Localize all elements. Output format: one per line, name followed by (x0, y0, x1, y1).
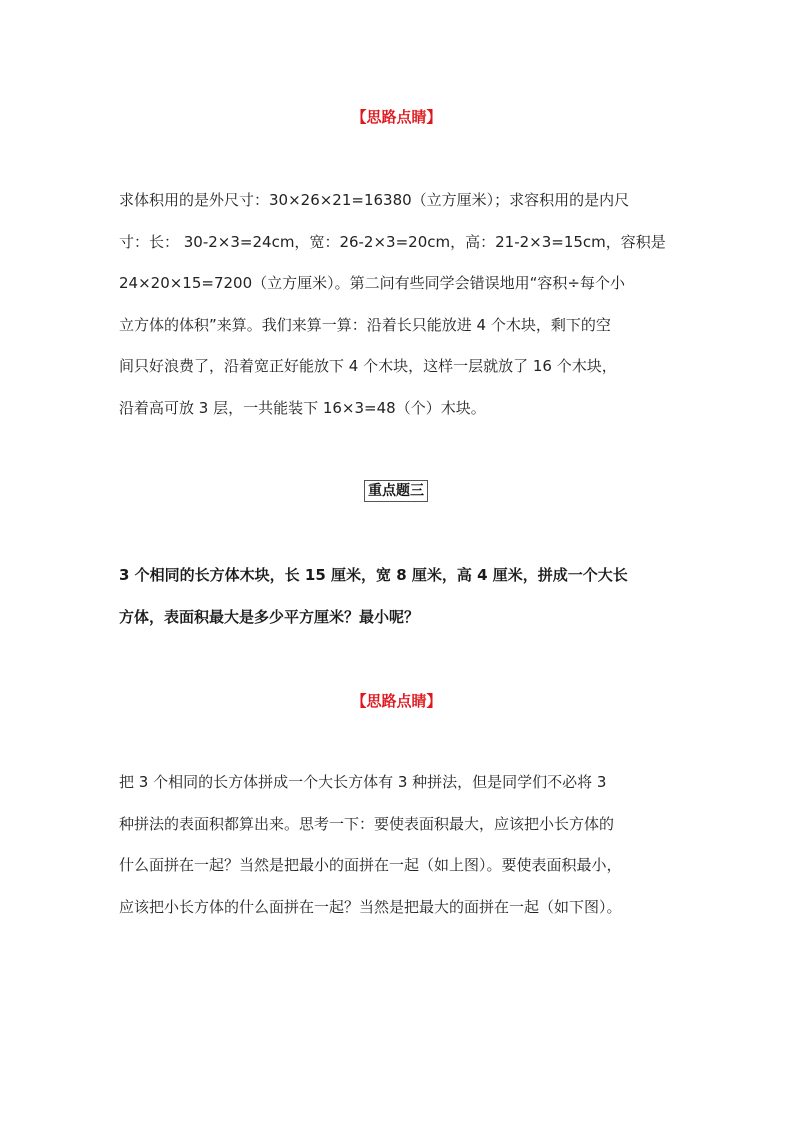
paragraph-line: 应该把小长方体的什么面拼在一起？当然是把最大的面拼在一起（如下图）。 (119, 897, 622, 916)
section-heading-thinking-1: 【思路点睛】 (351, 108, 442, 126)
paragraph-line: 求体积用的是外尺寸：30×26×21=16380（立方厘米）；求容积用的是内尺 (119, 191, 630, 209)
paragraph-line: 24×20×15=7200（立方厘米）。第二问有些同学会错误地用“容积÷每个小 (119, 274, 625, 292)
paragraph-line: 种拼法的表面积都算出来。思考一下：要使表面积最大，应该把小长方体的 (119, 814, 615, 833)
solution-paragraph-2 (119, 762, 675, 928)
solution-paragraph-1 (119, 180, 675, 429)
problem-question (119, 555, 675, 638)
problem-title-box: 重点题三 (364, 480, 428, 502)
question-line: 3 个相同的长方体木块，长 15 厘米，宽 8 厘米，高 4 厘米，拼成一个大长 (119, 566, 628, 584)
paragraph-line: 立方体的体积”来算。我们来算一算：沿着长只能放进 4 个木块，剩下的空 (119, 315, 611, 334)
paragraph-line: 什么面拼在一起？当然是把最小的面拼在一起（如上图）。要使表面积最小， (119, 856, 622, 874)
section-heading-thinking-2: 【思路点睛】 (351, 692, 442, 710)
paragraph-line: 间只好浪费了，沿着宽正好能放下 4 个木块，这样一层就放了 16 个木块， (119, 357, 617, 375)
paragraph-line: 寸：长： 30-2×3=24cm，宽：26-2×3=20cm，高：21-2×3=15cm，容积是 (119, 232, 666, 251)
paragraph-line: 把 3 个相同的长方体拼成一个大长方体有 3 种拼法，但是同学们不必将 3 (119, 773, 607, 791)
paragraph-line: 沿着高可放 3 层，一共能装下 16×3=48（个）木块。 (119, 398, 486, 417)
question-line: 方体，表面积最大是多少平方厘米？最小呢？ (119, 607, 420, 626)
